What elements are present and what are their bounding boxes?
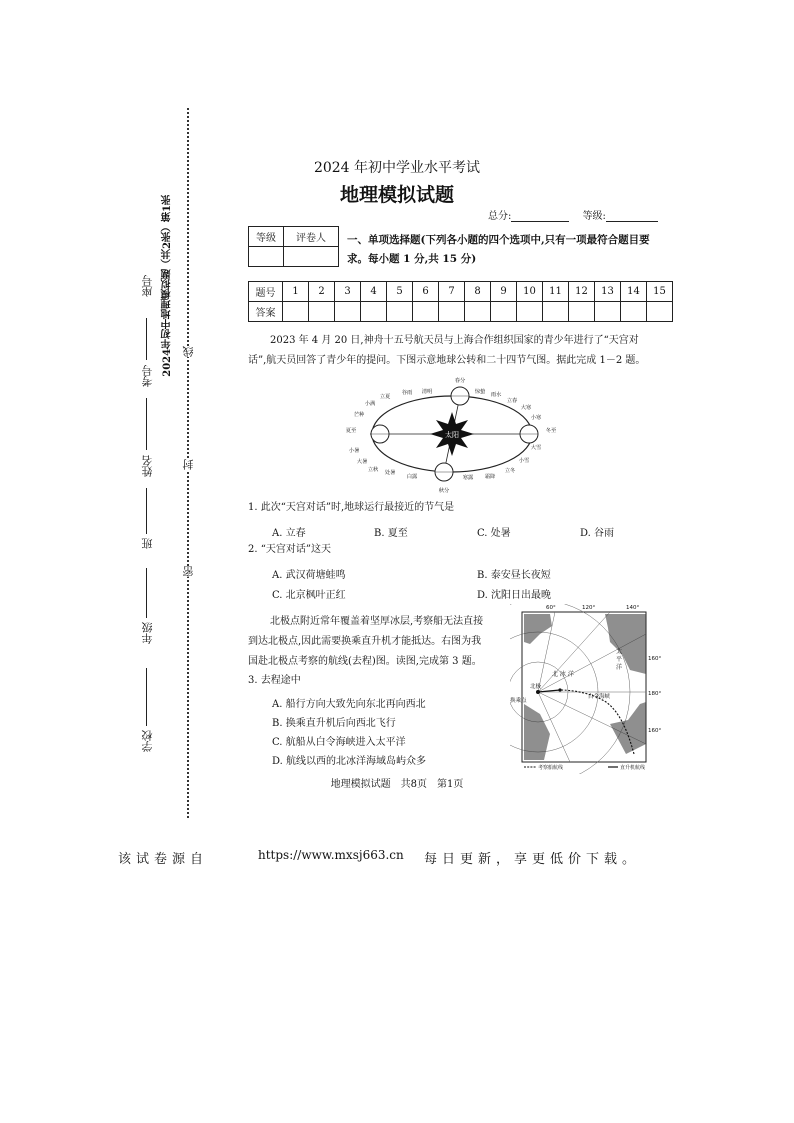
question-number-cell: 3 <box>335 282 361 302</box>
section1-heading-line1: 一、单项选择题(下列各小题的四个选项中,只有一项最符合题目要 <box>347 234 650 246</box>
page-footer: 地理模拟试题 共8页 第1页 <box>330 779 464 790</box>
arctic-route-map <box>510 604 662 774</box>
lon-120-label: 120° <box>582 605 596 611</box>
q1-option-c[interactable]: C. 处暑 <box>477 528 511 539</box>
question-number-cell: 4 <box>361 282 387 302</box>
lon-160b-label: 160° <box>648 728 662 734</box>
answer-cell[interactable] <box>517 302 543 322</box>
lon-180-label: 180° <box>648 691 662 697</box>
term-xiaoxue: 小雪 <box>518 458 530 464</box>
term-shuangjiang: 霜降 <box>484 474 496 480</box>
q3-option-a[interactable]: A. 船行方向大致先向东北再向西北 <box>272 699 426 710</box>
question-number-cell: 14 <box>621 282 647 302</box>
section1-heading <box>347 231 650 269</box>
term-lichun: 立春 <box>506 398 518 404</box>
seal-char-feng: 封 <box>182 459 195 470</box>
passage2-line3: 国赴北极点考察的航线(去程)图。读图,完成第 3 题。 <box>248 656 482 667</box>
answer-table-row2-label: 答案 <box>249 302 283 322</box>
term-qiufen: 秋分 <box>438 488 450 494</box>
grader-table <box>248 226 339 267</box>
grader-name-cell[interactable] <box>284 247 339 267</box>
q1-stem: 1. 此次“天宫对话”时,地球运行最接近的节气是 <box>248 502 455 513</box>
term-dahan: 大寒 <box>520 405 532 411</box>
grade-level-label: 等级: <box>582 211 606 222</box>
grade-level-blank[interactable] <box>606 221 658 222</box>
answer-cell[interactable] <box>361 302 387 322</box>
answer-cell[interactable] <box>413 302 439 322</box>
bering-label: 白令海峡 <box>588 694 611 700</box>
question-number-cell: 2 <box>309 282 335 302</box>
answer-cell[interactable] <box>309 302 335 322</box>
question-number-cell: 5 <box>387 282 413 302</box>
source-left-text: 该试卷源自 <box>118 852 209 867</box>
term-jingzhe: 惊蛰 <box>474 389 486 395</box>
q3-stem: 3. 去程途中 <box>248 675 301 686</box>
lon-140-label: 140° <box>626 605 640 611</box>
term-chushu: 处暑 <box>384 470 396 476</box>
section1-heading-line2: 求。每小题 1 分,共 15 分) <box>347 253 477 265</box>
term-qingming: 清明 <box>421 389 433 395</box>
answer-cell[interactable] <box>647 302 673 322</box>
seal-char-xian: 线 <box>182 346 195 357</box>
answer-cell[interactable] <box>387 302 413 322</box>
answer-cell[interactable] <box>283 302 309 322</box>
total-score-label: 总分: <box>488 211 512 222</box>
q2-stem: 2. “天宫对话”这天 <box>248 544 331 555</box>
passage1-line2: 话”,航天员回答了青少年的提问。下图示意地球公转和二十四节气图。据此完成 1－2 题。 <box>248 355 646 366</box>
term-mangzhong: 芒种 <box>353 412 365 418</box>
lon-60-label: 60° <box>546 605 556 611</box>
question-number-cell: 12 <box>569 282 595 302</box>
answer-cell[interactable] <box>335 302 361 322</box>
seal-char-mi: 密 <box>182 566 195 577</box>
term-yushui: 雨水 <box>490 392 502 398</box>
passage1-line1: 2023 年 4 月 20 日,神舟十五号航天员与上海合作组织国家的青少年进行了“天宫对 <box>270 335 639 346</box>
answer-cell[interactable] <box>569 302 595 322</box>
term-liqiu: 立秋 <box>367 467 379 473</box>
q2-option-d[interactable]: D. 沈阳日出最晚 <box>477 590 552 601</box>
term-xiaohan: 小寒 <box>530 415 542 421</box>
school-label: 学校 <box>141 730 154 752</box>
answer-cell[interactable] <box>621 302 647 322</box>
term-guyu: 谷雨 <box>401 390 413 396</box>
q3-option-d[interactable]: D. 航线以西的北冰洋海域岛屿众多 <box>272 756 427 767</box>
q2-option-b[interactable]: B. 泰安昼长夜短 <box>477 570 551 581</box>
term-chunfen: 春分 <box>454 378 466 384</box>
grade-label: 年级 <box>141 622 154 644</box>
passage2-line2: 到达北极点,因此需要换乘直升机才能抵达。右图为我 <box>248 636 482 647</box>
term-bailu: 白露 <box>406 474 418 480</box>
grader-col2: 评卷人 <box>284 227 339 247</box>
answer-table-row1-label: 题号 <box>249 282 283 302</box>
exam-title: 2024 年初中学业水平考试 <box>313 160 481 176</box>
answer-cell[interactable] <box>595 302 621 322</box>
term-lixia: 立夏 <box>379 394 391 400</box>
subject-title: 地理模拟试题 <box>339 184 454 206</box>
term-dashu: 大暑 <box>356 459 368 465</box>
q1-option-b[interactable]: B. 夏至 <box>374 528 408 539</box>
q3-option-c[interactable]: C. 航船从白令海峡进入太平洋 <box>272 737 406 748</box>
question-number-cell: 11 <box>543 282 569 302</box>
q1-option-a[interactable]: A. 立春 <box>272 528 306 539</box>
term-lidong: 立冬 <box>504 468 516 474</box>
answer-cell[interactable] <box>439 302 465 322</box>
grader-grade-cell[interactable] <box>249 247 284 267</box>
question-number-cell: 7 <box>439 282 465 302</box>
answer-table <box>248 281 673 322</box>
transfer-point-label: 换乘点 <box>510 698 527 704</box>
source-url-link[interactable]: https://www.mxsj663.cn <box>258 848 404 862</box>
sun-label: 太阳 <box>445 431 459 439</box>
q2-option-c[interactable]: C. 北京枫叶正红 <box>272 590 346 601</box>
seat-label: 座号 <box>141 275 154 297</box>
sheet-caption: 2024年初中地理模拟题（共2张）第1张 <box>162 195 173 377</box>
exam-no-label: 考号 <box>141 365 154 387</box>
term-xiaoman: 小满 <box>364 401 376 407</box>
term-daxue: 大雪 <box>530 445 542 451</box>
passage2-line1: 北极点附近常年覆盖着坚厚冰层,考察船无法直接 <box>270 616 484 627</box>
arctic-ocean-label: 北 冰 洋 <box>552 671 574 678</box>
source-right-text: 每日更新，享更低价下载。 <box>424 852 641 867</box>
question-number-cell: 10 <box>517 282 543 302</box>
question-number-cell: 9 <box>491 282 517 302</box>
term-xiaoshu: 小暑 <box>348 448 360 454</box>
north-pole-label: 北极 <box>530 684 542 690</box>
answer-cell[interactable] <box>491 302 517 322</box>
legend-heli-route: 直升机航线 <box>620 765 646 771</box>
answer-cell[interactable] <box>543 302 569 322</box>
term-dongzhi: 冬至 <box>545 428 557 434</box>
class-label: 班 <box>141 538 154 549</box>
term-hanlu: 寒露 <box>462 475 474 481</box>
legend-ship-route: 考察船航线 <box>538 765 564 771</box>
orbit-diagram <box>340 374 562 496</box>
question-number-cell: 13 <box>595 282 621 302</box>
score-line <box>488 207 658 222</box>
q3-option-b[interactable]: B. 换乘直升机后向西北飞行 <box>272 718 396 729</box>
question-number-cell: 15 <box>647 282 673 302</box>
term-xiazhi: 夏至 <box>345 428 357 434</box>
pacific-label: 太 平 洋 <box>614 648 622 670</box>
answer-cell[interactable] <box>465 302 491 322</box>
question-number-cell: 1 <box>283 282 309 302</box>
name-label: 姓名 <box>141 455 154 477</box>
grader-col1: 等级 <box>249 227 284 247</box>
q1-option-d[interactable]: D. 谷雨 <box>580 528 615 539</box>
total-score-blank[interactable] <box>511 221 569 222</box>
lon-160a-label: 160° <box>648 656 662 662</box>
q2-option-a[interactable]: A. 武汉荷塘蛙鸣 <box>272 570 346 581</box>
question-number-cell: 8 <box>465 282 491 302</box>
question-number-cell: 6 <box>413 282 439 302</box>
